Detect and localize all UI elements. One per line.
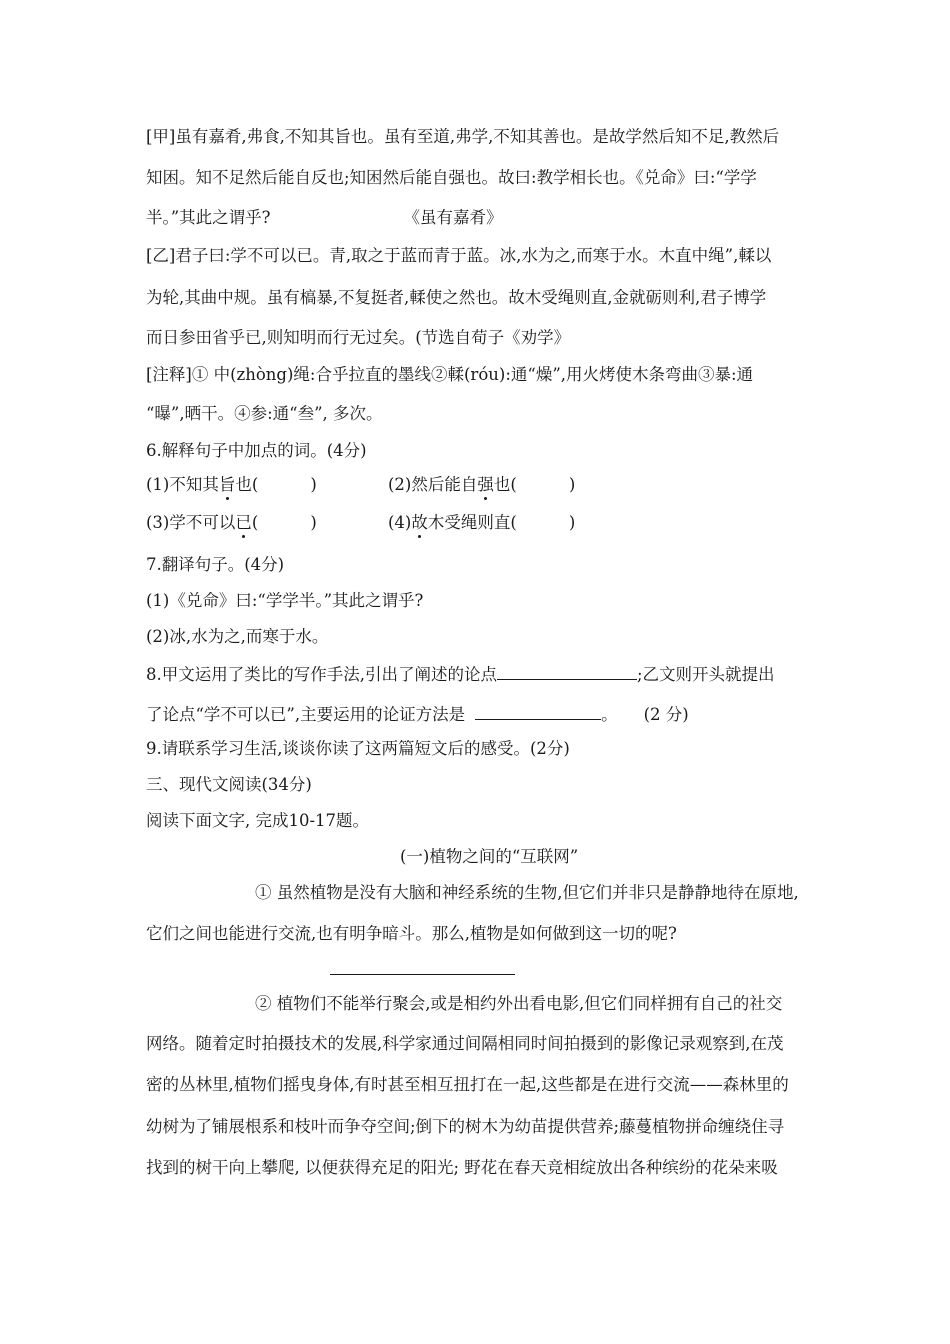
question-6-item-4 xyxy=(388,515,575,532)
q8-answer-blank-2[interactable] xyxy=(475,705,601,720)
question-8-line-2 xyxy=(146,705,689,724)
q6-item2-pre: (2)然后能自 xyxy=(388,475,478,494)
passage-jia-line-2: 知困。知不足然后能自反也;知困然后能自强也。故曰:教学相长也。《兑命》曰:“学学 xyxy=(146,168,757,187)
q6-item4-close: ) xyxy=(568,513,576,532)
question-7-stem: 7.翻译句子。(4分) xyxy=(146,555,285,574)
question-6-item-3 xyxy=(146,515,317,532)
section-3-heading: 三、现代文阅读(34分) xyxy=(146,775,312,794)
q6-item1-dot-char: 旨 xyxy=(218,475,236,494)
q8-line2-post: 。 xyxy=(601,705,618,724)
question-7-item-1: (1)《兑命》曰:“学学半。”其此之谓乎? xyxy=(146,591,424,610)
q6-item3-post: ( xyxy=(251,513,259,532)
q6-item3-close: ) xyxy=(310,513,317,532)
paragraph-2-line-3: 密的丛林里,植物们摇曳身体,有时甚至相互扭打在一起,这些都是在进行交流——森林里的 xyxy=(146,1075,789,1094)
passage-yi-line-1: [乙]君子曰:学不可以已。青,取之于蓝而青于蓝。冰,水为之,而寒于水。木直中绳”,輮以 xyxy=(146,246,772,265)
question-6-item-1 xyxy=(146,477,317,494)
q6-item4-post: 木受绳则直( xyxy=(427,513,517,532)
q6-item3-dot-char: 已 xyxy=(235,513,252,532)
paragraph-2-line-1: ② 植物们不能举行聚会,或是相约外出看电影,但它们同样拥有自己的社交 xyxy=(255,994,783,1013)
q8-answer-blank-1[interactable] xyxy=(497,665,637,680)
q6-item4-dot-char: 故 xyxy=(411,513,428,532)
passage-jia-line-3-text: 半。”其此之谓乎? xyxy=(146,208,271,227)
section-divider xyxy=(330,974,515,975)
paragraph-2-line-5: 找到的树干向上攀爬, 以便获得充足的阳光; 野花在春天竞相绽放出各种缤纷的花朵来吸 xyxy=(146,1158,778,1177)
q6-item2-close: ) xyxy=(568,475,576,494)
q8-line1-post: ;乙文则开头就提出 xyxy=(637,665,775,684)
question-9-stem: 9.请联系学习生活,谈谈你读了这两篇短文后的感受。(2分) xyxy=(146,739,570,758)
q8-line2-pre: 了论点“学不可以已”,主要运用的论证方法是 xyxy=(146,705,466,724)
paragraph-1-line-2: 它们之间也能进行交流,也有明争暗斗。那么,植物是如何做到这一切的呢? xyxy=(146,924,677,943)
q6-item2-dot-char: 强 xyxy=(477,475,494,494)
passage-yi-line-3: 而日参田省乎已,则知明而行无过矣。(节选自荀子《劝学》 xyxy=(146,328,571,347)
q6-item1-pre: (1)不知其 xyxy=(146,475,219,494)
passage-jia-line-3 xyxy=(146,210,503,227)
question-8-line-1 xyxy=(146,665,775,684)
passage-jia-line-1: [甲]虽有嘉肴,弗食,不知其旨也。虽有至道,弗学,不知其善也。是故学然后知不足,教然后 xyxy=(146,127,780,146)
paragraph-2-line-4: 幼树为了铺展根系和枝叶而争夺空间;倒下的树木为幼苗提供营养;藤蔓植物拼命缠绕住寻 xyxy=(146,1117,785,1136)
question-6-stem: 6.解释句子中加点的词。(4分) xyxy=(146,441,367,460)
notes-line-2: “曝”,晒干。④参:通“叁”, 多次。 xyxy=(146,404,383,423)
q6-item1-post: 也( xyxy=(235,475,259,494)
question-7-item-2: (2)冰,水为之,而寒于水。 xyxy=(146,627,329,646)
passage-jia-source: 《虽有嘉肴》 xyxy=(403,208,503,227)
passage-yi-line-2: 为轮,其曲中规。虽有槁暴,不复挺者,輮使之然也。故木受绳则直,金就砺则利,君子博学 xyxy=(146,288,767,307)
section-3-instruction: 阅读下面文字, 完成10-17题。 xyxy=(146,811,370,830)
q6-item3-pre: (3)学不可以 xyxy=(146,513,236,532)
q6-item1-close: ) xyxy=(310,475,317,494)
question-6-item-2 xyxy=(388,477,575,494)
paragraph-1-line-1: ① 虽然植物是没有大脑和神经系统的生物,但它们并非只是静静地待在原地, xyxy=(255,883,799,902)
q6-item2-post: 也( xyxy=(493,475,517,494)
notes-line-1: [注释]① 中(zhòng)绳:合乎拉直的墨线②輮(róu):通“燥”,用火烤使木条弯曲③暴:通 xyxy=(146,365,754,384)
q8-line1-pre: 8.甲文运用了类比的写作手法,引出了阐述的论点 xyxy=(146,665,497,684)
article-title: (一)植物之间的“互联网” xyxy=(400,847,579,866)
q8-score: (2 分) xyxy=(643,705,689,724)
paragraph-2-line-2: 网络。随着定时拍摄技术的发展,科学家通过间隔相同时间拍摄到的影像记录观察到,在茂 xyxy=(146,1034,784,1053)
q6-item4-pre: (4) xyxy=(388,513,412,532)
